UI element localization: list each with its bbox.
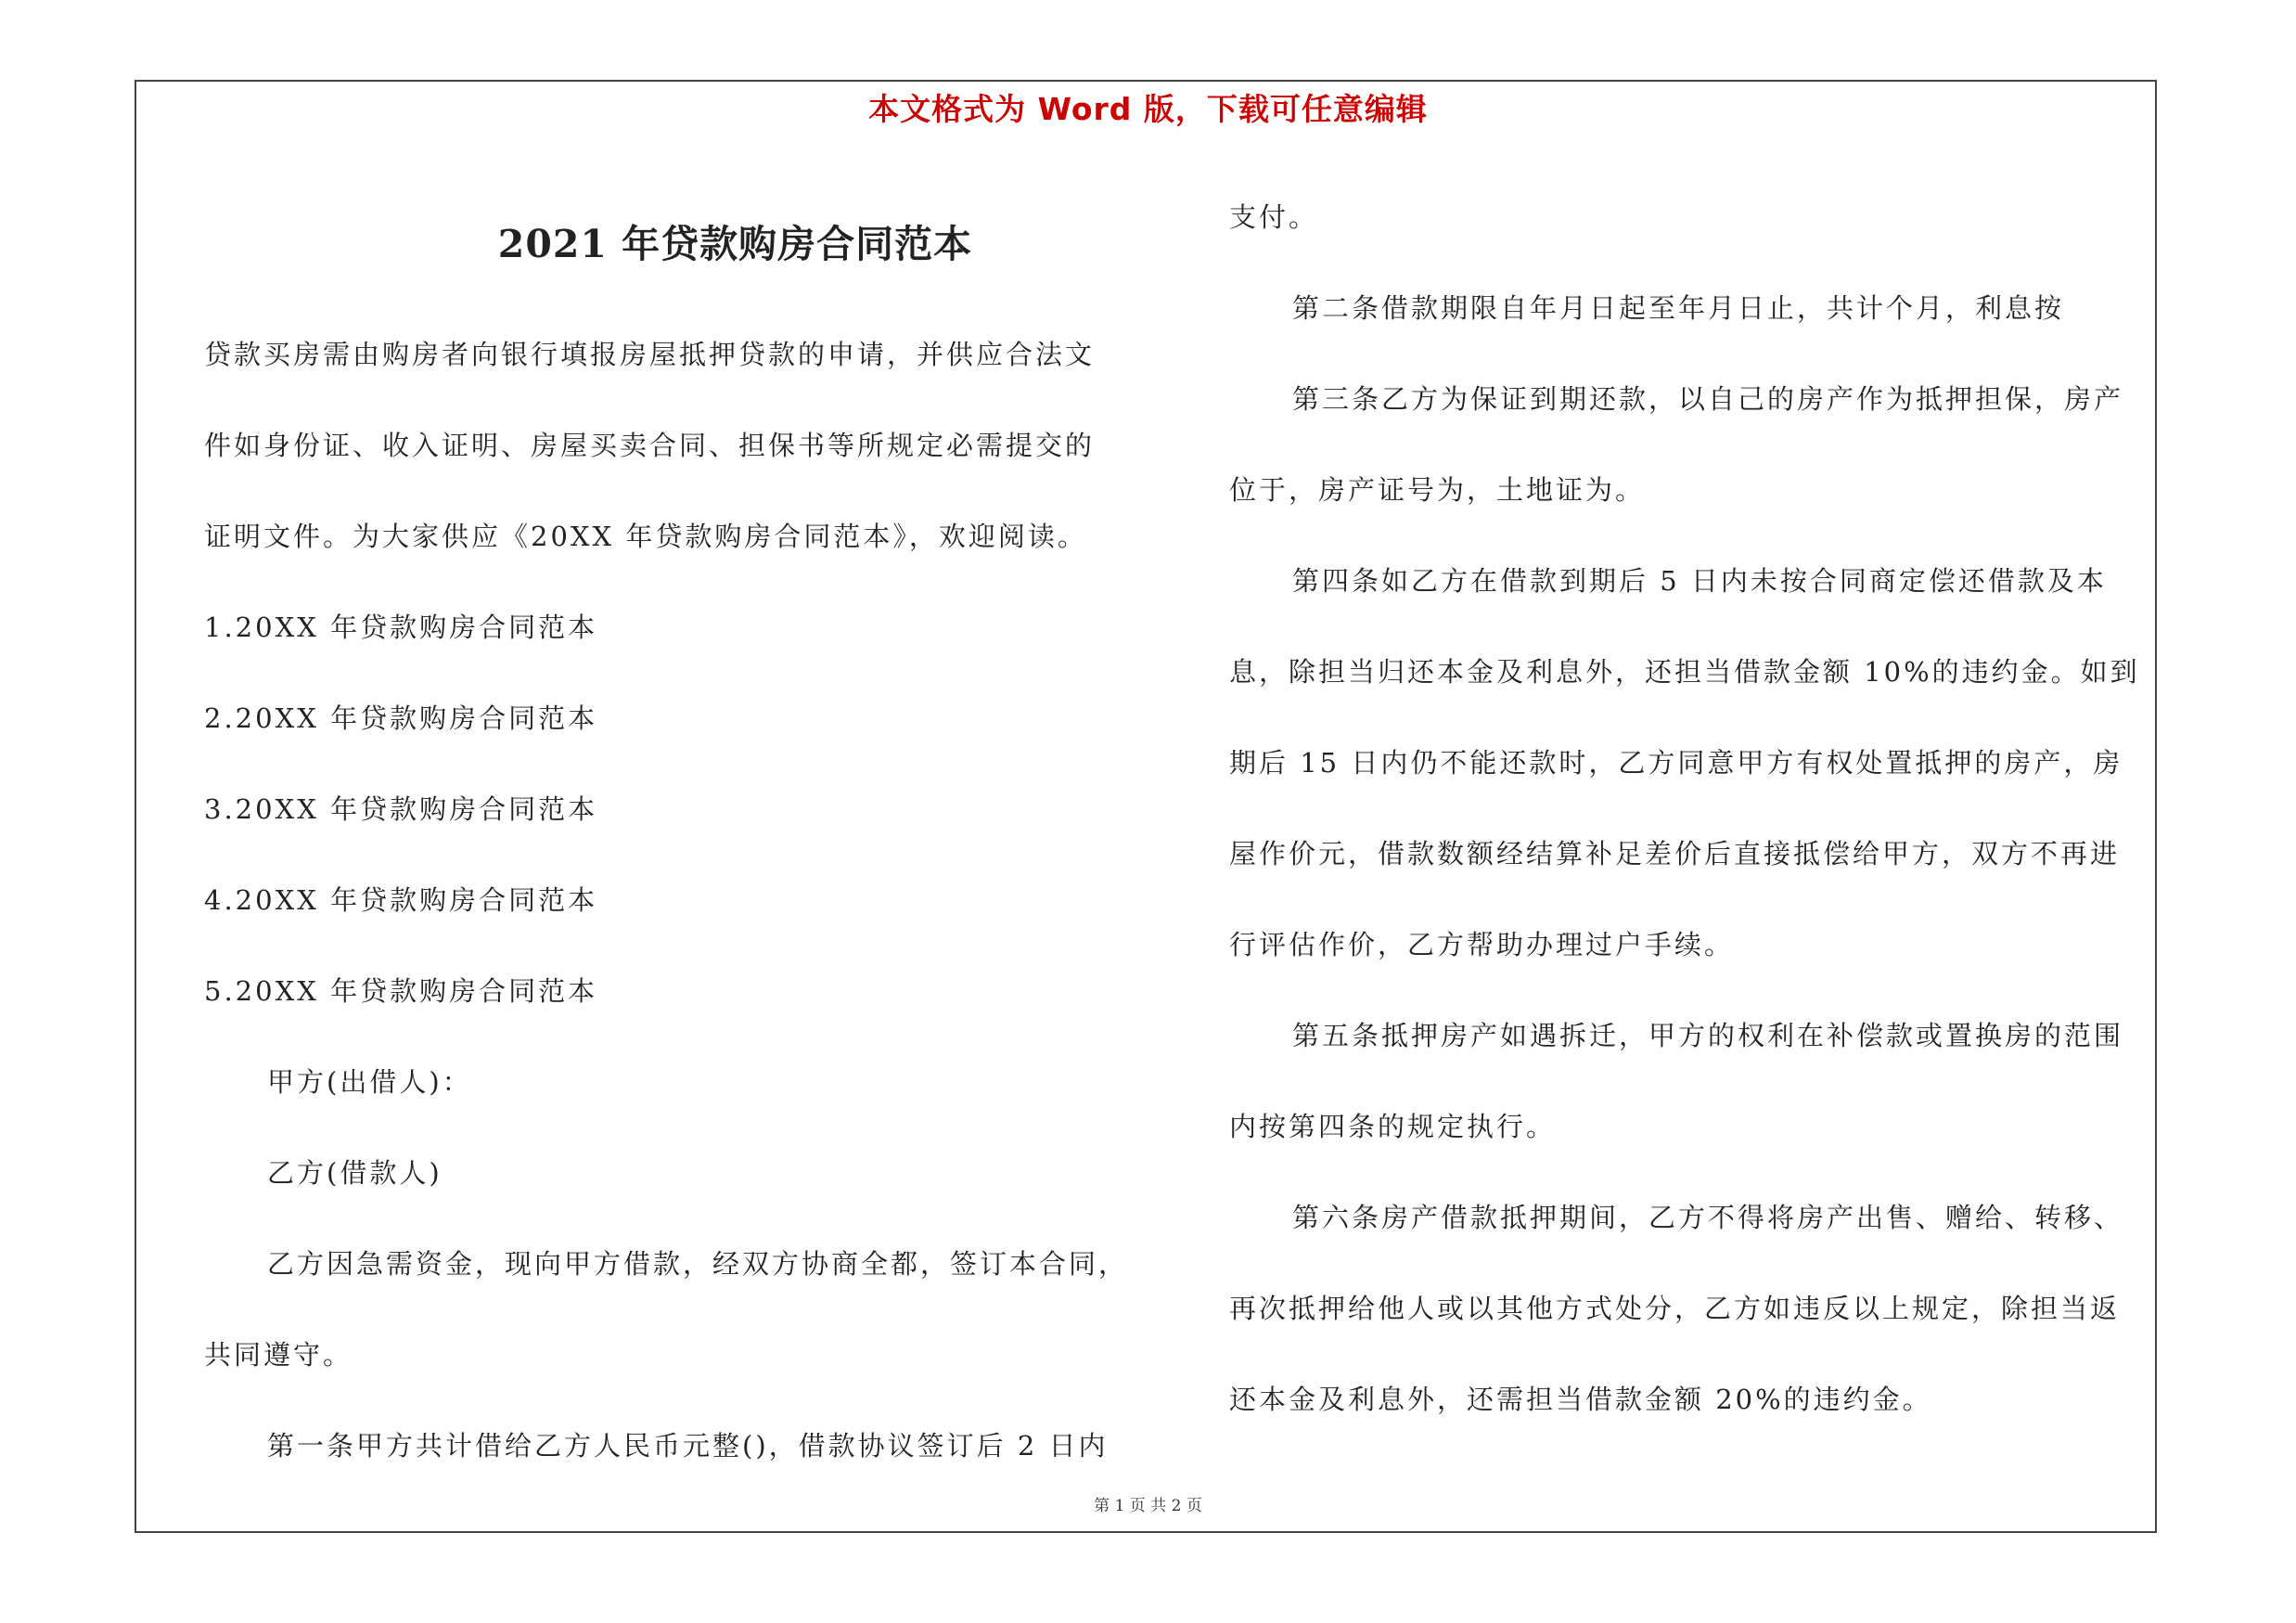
- paragraph-line: 共同遵守。: [204, 1339, 353, 1371]
- paragraph-line: 贷款买房需由购房者向银行填报房屋抵押贷款的申请，并供应合法文: [204, 339, 1096, 370]
- list-item: 2.20XX 年贷款购房合同范本: [204, 702, 598, 734]
- list-item: 3.20XX 年贷款购房合同范本: [204, 793, 598, 825]
- party-b-label: 乙方(借款人): [267, 1157, 443, 1189]
- paragraph-line: 期后 15 日内仍不能还款时，乙方同意甲方有权处置抵押的房产，房: [1229, 747, 2123, 779]
- paragraph-line: 还本金及利息外，还需担当借款金额 20%的违约金。: [1229, 1384, 1932, 1415]
- paragraph-line: 息，除担当归还本金及利息外，还担当借款金额 10%的违约金。如到: [1229, 656, 2140, 688]
- list-item: 5.20XX 年贷款购房合同范本: [204, 975, 598, 1007]
- page-number: 第 1 页 共 2 页: [1094, 1497, 1202, 1515]
- paragraph-line: 证明文件。为大家供应《20XX 年贷款购房合同范本》，欢迎阅读。: [204, 521, 1087, 552]
- paragraph-line: 内按第四条的规定执行。: [1229, 1111, 1557, 1142]
- paragraph-line: 支付。: [1229, 201, 1319, 233]
- paragraph-line: 屋作价元，借款数额经结算补足差价后直接抵偿给甲方，双方不再进: [1229, 838, 2121, 869]
- paragraph-line: 第四条如乙方在借款到期后 5 日内未按合同商定偿还借款及本: [1292, 565, 2107, 597]
- list-item: 4.20XX 年贷款购房合同范本: [204, 884, 598, 916]
- paragraph-line: 第六条房产借款抵押期间，乙方不得将房产出售、赠给、转移、: [1292, 1202, 2124, 1233]
- list-item: 1.20XX 年贷款购房合同范本: [204, 612, 598, 643]
- paragraph-line: 第三条乙方为保证到期还款，以自己的房产作为抵押担保，房产: [1292, 383, 2124, 415]
- paragraph-line: 再次抵押给他人或以其他方式处分，乙方如违反以上规定，除担当返: [1229, 1293, 2121, 1324]
- paragraph-line: 位于，房产证号为，土地证为。: [1229, 474, 1646, 506]
- format-banner: 本文格式为 Word 版，下载可任意编辑: [868, 91, 1428, 127]
- document-title: 2021 年贷款购房合同范本: [497, 222, 973, 266]
- party-a-label: 甲方(出借人)：: [267, 1066, 472, 1098]
- paragraph-line: 乙方因急需资金，现向甲方借款，经双方协商全都，签订本合同，: [267, 1248, 1129, 1280]
- paragraph-line: 件如身份证、收入证明、房屋买卖合同、担保书等所规定必需提交的: [204, 430, 1096, 461]
- paragraph-line: 行评估作价，乙方帮助办理过户手续。: [1229, 929, 1735, 960]
- paragraph-line: 第二条借款期限自年月日起至年月日止，共计个月，利息按: [1292, 292, 2065, 324]
- paragraph-line: 第五条抵押房产如遇拆迁，甲方的权利在补偿款或置换房的范围: [1292, 1020, 2124, 1051]
- paragraph-line: 第一条甲方共计借给乙方人民币元整()，借款协议签订后 2 日内: [267, 1430, 1109, 1462]
